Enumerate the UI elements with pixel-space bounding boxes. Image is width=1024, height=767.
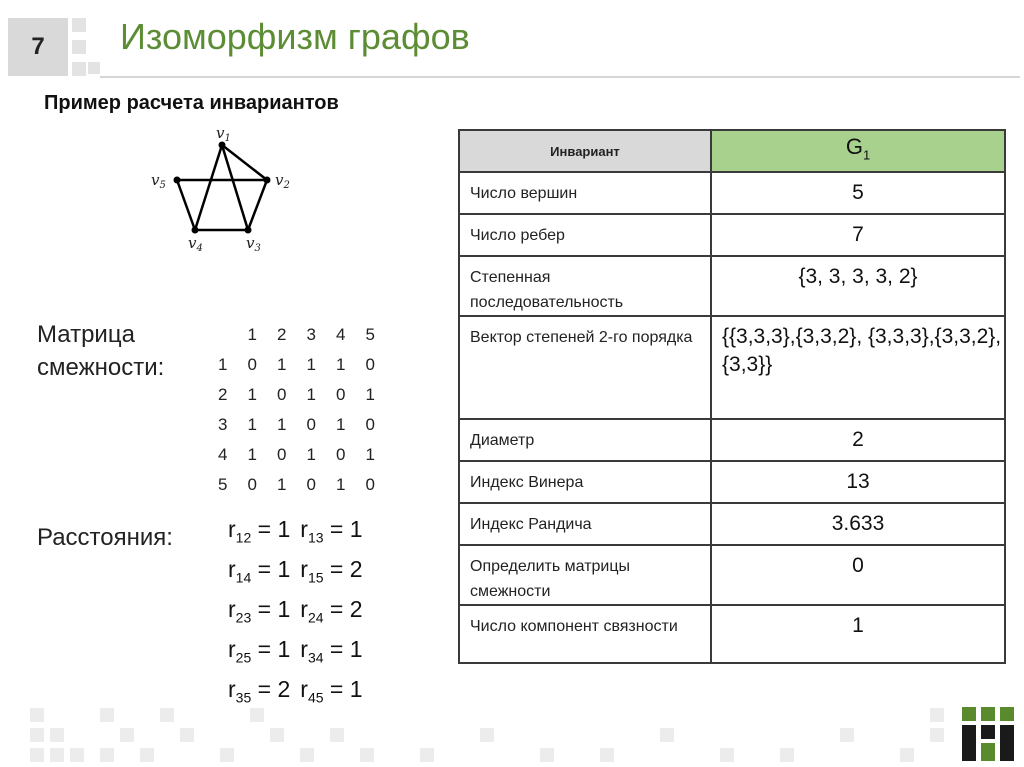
- decor-square: [600, 748, 614, 762]
- matrix-cell: 0: [336, 385, 346, 404]
- invariant-name: Степенная последовательность: [459, 256, 711, 316]
- invariant-row: [459, 461, 1005, 503]
- matrix-row: [208, 380, 385, 410]
- matrix-row: [208, 350, 385, 380]
- matrix-cell: 1: [336, 355, 346, 374]
- invariant-name: Число компонент связности: [459, 605, 711, 663]
- invariant-value: 0: [711, 545, 1005, 605]
- graph-diagram: [150, 125, 310, 255]
- graph-edge: [195, 145, 222, 230]
- invariant-value: {3, 3, 3, 3, 2}: [711, 256, 1005, 316]
- invariant-name: Диаметр: [459, 419, 711, 461]
- vertex-label: $v_4$: [188, 234, 203, 254]
- matrix-row-header: 2: [218, 385, 228, 404]
- title-divider: [100, 76, 1020, 78]
- decor-square: [50, 728, 64, 742]
- matrix-cell: 1: [277, 415, 287, 434]
- decor-square: [330, 728, 344, 742]
- distance-line: [228, 554, 373, 594]
- decor-square: [120, 728, 134, 742]
- matrix-cell: 1: [277, 355, 287, 374]
- vertex-label: $v_1$: [216, 125, 231, 144]
- decor-square: [300, 748, 314, 762]
- invariant-row: [459, 256, 1005, 316]
- matrix-cell: 0: [306, 475, 316, 494]
- distance-entry: $r_{35} = 2$: [228, 676, 291, 706]
- decor-square: [30, 748, 44, 762]
- decor-square: [30, 728, 44, 742]
- matrix-cell: 1: [247, 415, 257, 434]
- decor-square: [72, 18, 86, 32]
- distance-entry: $r_{12} = 1$: [228, 516, 291, 546]
- decor-square: [270, 728, 284, 742]
- matrix-row-header: 3: [218, 415, 228, 434]
- decor-square: [220, 748, 234, 762]
- matrix-cell: 1: [336, 475, 346, 494]
- matrix-cell: 1: [365, 445, 375, 464]
- invariant-value: 5: [711, 172, 1005, 214]
- distance-entry: $r_{23} = 1$: [228, 596, 291, 626]
- graph-edge: [222, 145, 267, 180]
- distance-line: [228, 634, 373, 674]
- decor-square: [100, 748, 114, 762]
- matrix-cell: 0: [277, 385, 287, 404]
- matrix-row-header: 1: [218, 355, 228, 374]
- distance-entry: $r_{34} = 1$: [300, 636, 363, 666]
- invariant-value: 7: [711, 214, 1005, 256]
- slide-number: [8, 18, 68, 76]
- matrix-row: [208, 410, 385, 440]
- matrix-row-header: 4: [218, 445, 228, 464]
- distance-line: [228, 514, 373, 554]
- matrix-cell: 0: [365, 415, 375, 434]
- invariant-row: [459, 316, 1005, 419]
- distances-label: Расстояния:: [37, 524, 173, 551]
- header-graph: [711, 130, 1005, 172]
- invariant-row: [459, 214, 1005, 256]
- invariant-row: [459, 503, 1005, 545]
- matrix-cell: 1: [306, 385, 316, 404]
- matrix-col-header: 2: [277, 325, 287, 344]
- matrix-header-row: [208, 320, 385, 350]
- university-logo: [960, 705, 1016, 763]
- decor-square: [100, 708, 114, 722]
- decor-square: [50, 748, 64, 762]
- decor-square: [88, 62, 100, 74]
- slide-subtitle: Пример расчета инвариантов: [44, 92, 339, 114]
- decor-square: [72, 62, 86, 76]
- invariant-value: {{3,3,3},{3,3,2}, {3,3,3},{3,3,2}, {3,3}}: [711, 316, 1005, 419]
- matrix-cell: 0: [365, 475, 375, 494]
- graph-edge: [248, 180, 267, 230]
- matrix-cell: 0: [306, 415, 316, 434]
- decor-square: [140, 748, 154, 762]
- matrix-cell: 1: [277, 475, 287, 494]
- matrix-cell: 0: [277, 445, 287, 464]
- matrix-cell: 0: [247, 355, 257, 374]
- distance-entry: $r_{25} = 1$: [228, 636, 291, 666]
- adjacency-matrix: [208, 320, 385, 500]
- decor-square: [420, 748, 434, 762]
- vertex-label: $v_5$: [151, 171, 166, 191]
- distances-list: [228, 514, 373, 714]
- vertex-label: $v_2$: [275, 171, 290, 191]
- matrix-cell: 1: [336, 415, 346, 434]
- slide-title: Изоморфизм графов: [120, 16, 470, 57]
- matrix-cell: 0: [336, 445, 346, 464]
- graph-vertex: [264, 177, 271, 184]
- decor-square: [930, 728, 944, 742]
- decor-square: [72, 40, 86, 54]
- matrix-row: [208, 440, 385, 470]
- header-graph-letter: G: [845, 133, 863, 159]
- matrix-cell: 1: [247, 385, 257, 404]
- distance-entry: $r_{24} = 2$: [300, 596, 363, 626]
- matrix-cell: 1: [306, 355, 316, 374]
- decor-square: [840, 728, 854, 742]
- matrix-cell: 1: [247, 445, 257, 464]
- graph-vertex: [245, 227, 252, 234]
- distance-line: [228, 594, 373, 634]
- invariant-value: 2: [711, 419, 1005, 461]
- invariant-name: Индекс Винера: [459, 461, 711, 503]
- invariant-value: 13: [711, 461, 1005, 503]
- invariant-row: [459, 419, 1005, 461]
- distance-entry: $r_{14} = 1$: [228, 556, 291, 586]
- invariant-value: 1: [711, 605, 1005, 663]
- graph-edge: [177, 180, 195, 230]
- invariant-row: [459, 172, 1005, 214]
- distance-entry: $r_{45} = 1$: [300, 676, 363, 706]
- distance-entry: $r_{13} = 1$: [300, 516, 363, 546]
- matrix-col-header: 5: [365, 325, 375, 344]
- decor-square: [930, 708, 944, 722]
- matrix-cell: 0: [247, 475, 257, 494]
- header-invariant: Инвариант: [459, 130, 711, 172]
- matrix-col-header: 4: [336, 325, 346, 344]
- decor-square: [250, 708, 264, 722]
- decor-square: [540, 748, 554, 762]
- distance-entry: $r_{15} = 2$: [300, 556, 363, 586]
- invariant-name: Число вершин: [459, 172, 711, 214]
- decor-square: [30, 708, 44, 722]
- decor-square: [780, 748, 794, 762]
- matrix-col-header: 3: [306, 325, 316, 344]
- matrix-label: Матрица смежности:: [37, 321, 165, 381]
- vertex-label: $v_3$: [246, 234, 261, 254]
- graph-vertex: [192, 227, 199, 234]
- invariant-name: Вектор степеней 2-го порядка: [459, 316, 711, 419]
- graph-vertex: [174, 177, 181, 184]
- decor-square: [360, 748, 374, 762]
- invariant-row: [459, 545, 1005, 605]
- invariant-value: 3.633: [711, 503, 1005, 545]
- decor-square: [720, 748, 734, 762]
- matrix-corner: [208, 320, 238, 350]
- header-graph-sub: 1: [862, 147, 871, 163]
- decor-square: [660, 728, 674, 742]
- invariants-table: [458, 129, 1006, 664]
- invariant-name: Индекс Рандича: [459, 503, 711, 545]
- matrix-col-header: 1: [247, 325, 257, 344]
- matrix-row: [208, 470, 385, 500]
- decor-square: [70, 748, 84, 762]
- matrix-cell: 0: [365, 355, 375, 374]
- invariant-name: Определить матрицы смежности: [459, 545, 711, 605]
- slide-number-text: 7: [31, 33, 45, 60]
- decor-square: [900, 748, 914, 762]
- decor-square: [180, 728, 194, 742]
- invariant-name: Число ребер: [459, 214, 711, 256]
- graph-edge: [222, 145, 248, 230]
- decor-square: [160, 708, 174, 722]
- matrix-cell: 1: [306, 445, 316, 464]
- matrix-row-header: 5: [218, 475, 228, 494]
- decor-square: [480, 728, 494, 742]
- invariant-row: [459, 605, 1005, 663]
- invariants-header-row: [459, 130, 1005, 172]
- matrix-cell: 1: [365, 385, 375, 404]
